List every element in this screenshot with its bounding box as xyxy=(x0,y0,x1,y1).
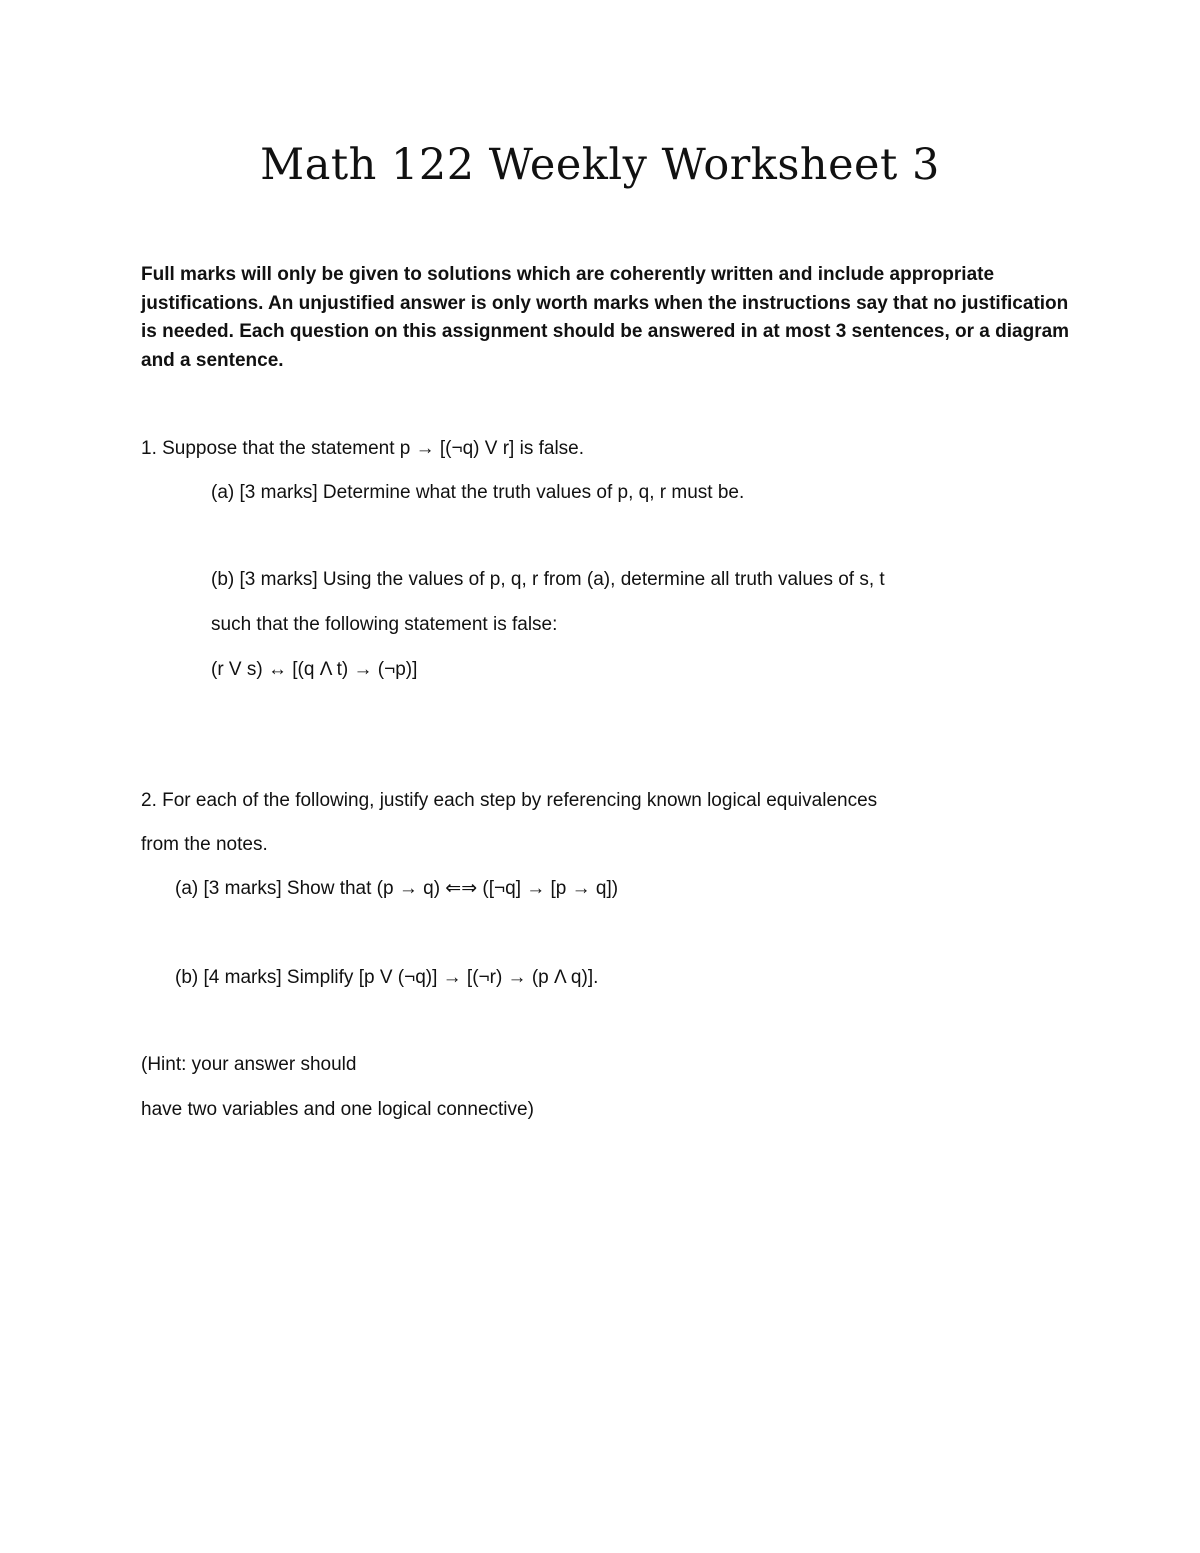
question-2-part-b: (b) [4 marks] Simplify [p V (¬q)] → [(¬r) → (p Λ q)]. xyxy=(175,967,599,988)
page-title: Math 122 Weekly Worksheet 3 xyxy=(260,140,940,190)
question-1-stem: 1. Suppose that the statement p → [(¬q) V r] is false. xyxy=(141,438,585,459)
question-2-hint-line-2: have two variables and one logical connective) xyxy=(141,1099,534,1120)
question-2-part-a: (a) [3 marks] Show that (p → q) ⇐⇒ ([¬q] → [p → q]) xyxy=(175,878,619,899)
question-2-stem-line-2: from the notes. xyxy=(141,834,268,855)
question-1-part-b-formula: (r V s) ↔ [(q Λ t) → (¬p)] xyxy=(211,659,418,680)
question-2-stem-line-1: 2. For each of the following, justify each step by referencing known logical equivalences xyxy=(141,790,878,811)
question-1-part-a: (a) [3 marks] Determine what the truth values of p, q, r must be. xyxy=(211,482,745,503)
instructions-paragraph: Full marks will only be given to solutions which are coherently written and include appropriate justifications. An unjustified answer is only worth marks when the instructions say that no justification is needed. Each question on this assignment should be answered in at most 3 sentences, or a diagram and a sentence. xyxy=(141,264,1070,371)
question-1-part-b-line-2: such that the following statement is false: xyxy=(211,614,558,635)
question-2-hint-line-1: (Hint: your answer should xyxy=(141,1054,357,1075)
question-1-part-b-line-1: (b) [3 marks] Using the values of p, q, r from (a), determine all truth values of s, t xyxy=(211,569,885,590)
